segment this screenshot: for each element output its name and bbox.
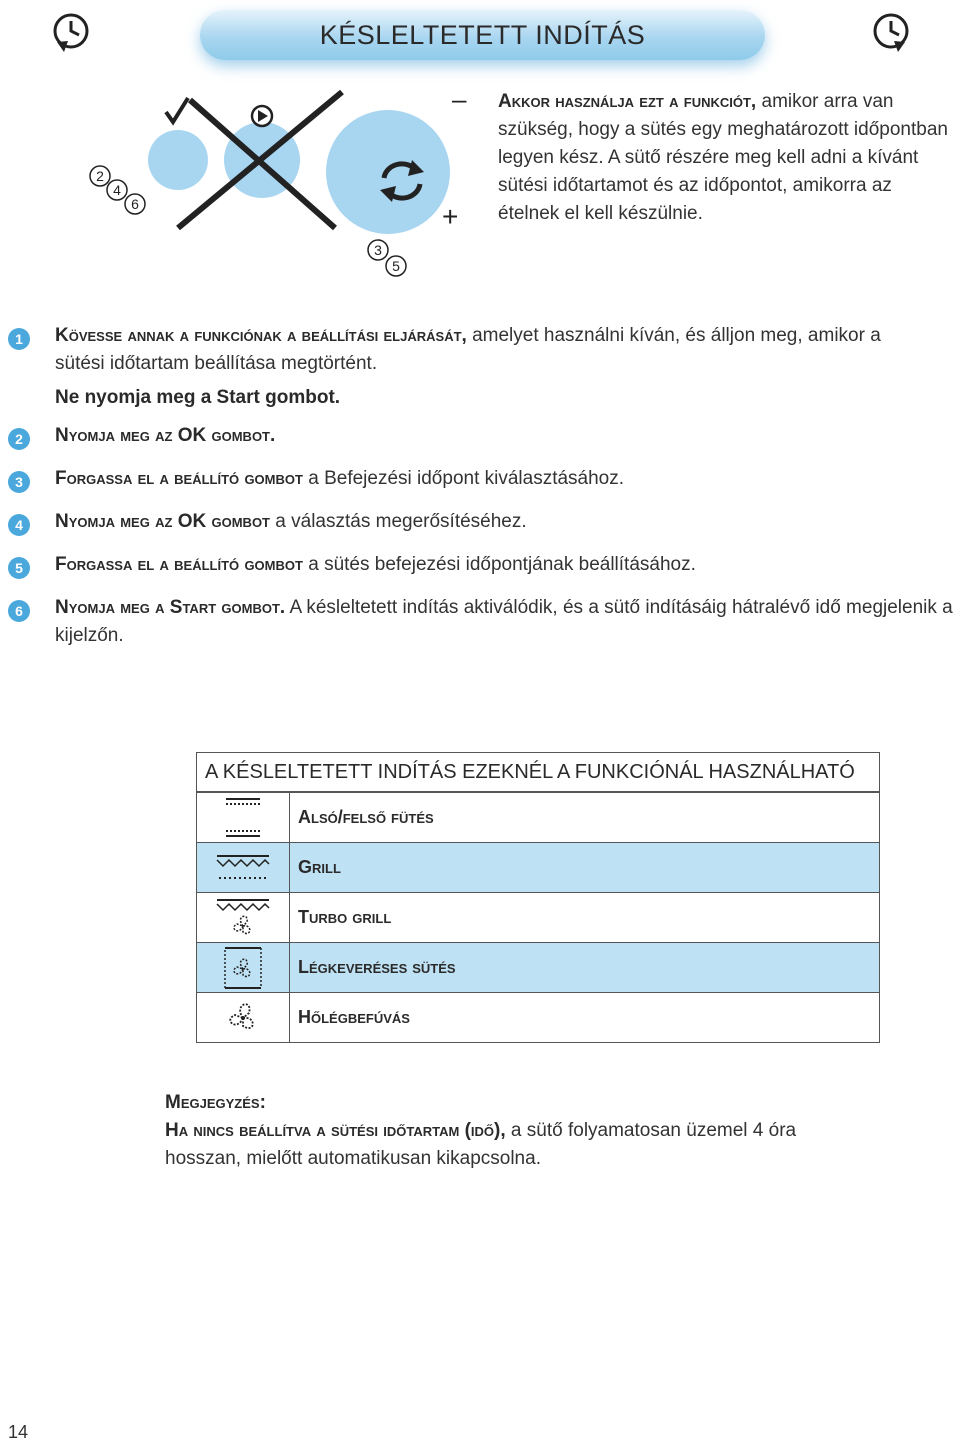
ok-knob[interactable]	[148, 130, 208, 190]
note-title: Megjegyzés:	[165, 1092, 266, 1113]
table-row	[197, 942, 879, 992]
callout-number: 2	[96, 168, 104, 184]
step-body: amelyet használni kíván, és álljon meg, amikor a sütési időtartam beállítása megtörtént.	[55, 325, 881, 374]
table-row	[197, 792, 879, 842]
turbo-grill-icon	[215, 896, 271, 940]
step-number: 4	[8, 514, 30, 536]
clock-arrow-icon	[48, 8, 94, 54]
callout-number: 4	[113, 182, 121, 198]
table-row	[197, 992, 879, 1042]
step-5	[55, 551, 955, 579]
step-lead: Nyomja meg az OK gombot.	[55, 425, 276, 446]
step-1-warning: Ne nyomja meg a Start gombot.	[55, 387, 341, 408]
step-number: 3	[8, 471, 30, 493]
callout-number: 6	[131, 196, 139, 212]
intro-lead: Akkor használja ezt a funkciót,	[498, 91, 757, 112]
callout-number: 3	[374, 242, 382, 258]
step-3	[55, 465, 955, 493]
table-row	[197, 892, 879, 942]
page-title: KÉSLELTETETT INDÍTÁS	[319, 20, 646, 50]
step-number: 2	[8, 428, 30, 450]
step-6	[55, 594, 955, 650]
table-heading: A KÉSLELTETETT INDÍTÁS EZEKNÉL A FUNKCIÓNÁL HASZNÁLHATÓ	[197, 753, 879, 792]
page-number: 14	[8, 1422, 29, 1442]
step-lead: Nyomja meg az OK gombot	[55, 511, 271, 532]
convection-icon	[221, 945, 265, 991]
table-row-label: Grill	[298, 857, 341, 877]
table-row-label: Hőlégbefúvás	[298, 1007, 410, 1027]
plus-label: +	[442, 201, 459, 232]
step-body: a Befejezési időpont kiválasztásához.	[302, 468, 625, 489]
step-body: A késleltetett indítás aktiválódik, és a sütő indításáig hátralévő idő megjelenik a kijelzőn.	[55, 597, 953, 646]
clock-arrow-icon	[868, 8, 914, 54]
note-text	[165, 1117, 815, 1173]
step-lead: Kövesse annak a funkciónak a beállítási eljárását,	[55, 325, 467, 346]
functions-table	[196, 752, 880, 1043]
step-number: 5	[8, 557, 30, 579]
checkmark-icon	[166, 98, 188, 122]
note-body: a sütő folyamatosan üzemel 4 óra hosszan, mielőtt automatikusan kikapcsolna.	[165, 1120, 797, 1169]
step-4	[55, 508, 955, 536]
note-lead: Ha nincs beállítva a sütési időtartam (idő),	[165, 1120, 506, 1141]
intro-body: amikor arra van szükség, hogy a sütés egy meghatározott időpontban legyen kész. A sütő részére meg kell adni a kívánt sütési időtartamot és az időpontot, amikorra az ételnek el kell készülnie.	[498, 91, 948, 224]
table-row-label: Légkeveréses sütés	[298, 957, 456, 977]
step-body: a sütés befejezési időpontjának beállításához.	[302, 554, 696, 575]
step-number: 1	[8, 328, 30, 350]
intro-paragraph	[498, 88, 953, 228]
grill-icon	[215, 850, 271, 886]
hot-air-icon	[221, 996, 265, 1040]
control-panel-diagram	[70, 80, 490, 290]
step-number: 6	[8, 600, 30, 622]
step-lead: Forgassa el a beállító gombot	[55, 554, 303, 575]
step-1	[55, 322, 935, 378]
minus-label: –	[452, 84, 467, 114]
play-icon	[252, 106, 272, 126]
step-body: a választás megerősítéséhez.	[270, 511, 527, 532]
step-2	[55, 422, 955, 450]
table-row-label: Turbo grill	[298, 907, 392, 927]
table-row-label: Alsó/felső fütés	[298, 807, 434, 827]
step-lead: Nyomja meg a Start gombot.	[55, 597, 286, 618]
top-bottom-heat-icon	[218, 795, 268, 841]
table-row	[197, 842, 879, 892]
step-lead: Forgassa el a beállító gombot	[55, 468, 303, 489]
callout-number: 5	[392, 258, 400, 274]
